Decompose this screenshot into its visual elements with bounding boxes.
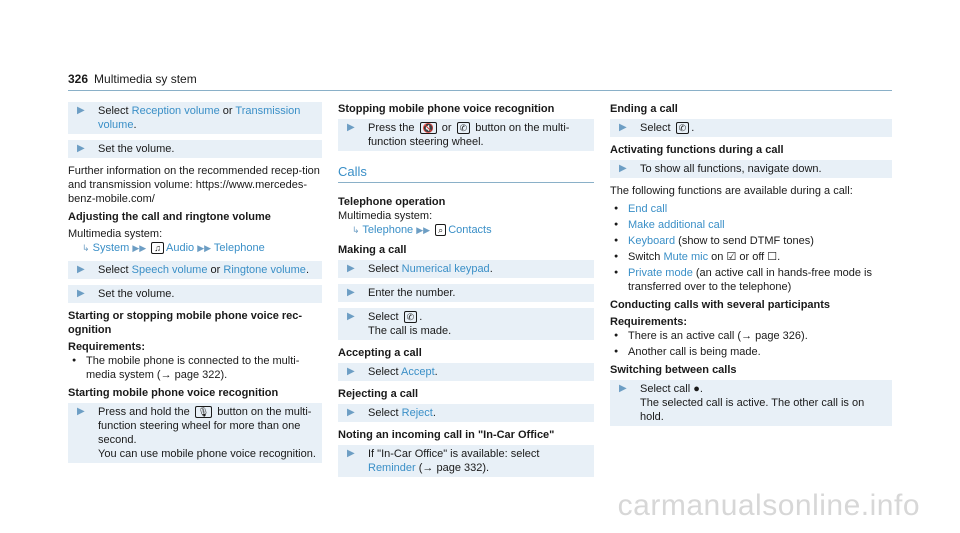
step: ▶ To show all functions, navigate down. xyxy=(610,160,892,178)
heading: Telephone operation xyxy=(338,196,446,208)
link-ringtone-volume[interactable]: Ringtone volume xyxy=(223,264,306,276)
link-end-call[interactable]: End call xyxy=(628,203,668,215)
step: ▶ Enter the number. xyxy=(338,284,594,302)
heading: Stopping mobile phone voice recognition xyxy=(338,103,555,115)
end-call-icon: ✆ xyxy=(676,122,690,134)
step-arrow-icon: ▶ xyxy=(619,122,627,133)
list-item xyxy=(610,202,892,216)
step-arrow-icon: ▶ xyxy=(619,163,627,174)
section-title: Calls xyxy=(338,165,594,183)
audio-icon: ♫ xyxy=(151,242,164,254)
path-telephone[interactable]: Telephone xyxy=(362,224,414,236)
chevron-icon: ▶▶ xyxy=(197,243,212,253)
step: ▶ Select Numerical keypad. xyxy=(338,260,594,278)
list-item xyxy=(610,218,892,232)
link-reminder[interactable]: Reminder xyxy=(368,462,416,474)
link-mute-mic[interactable]: Mute mic xyxy=(663,251,709,263)
link-numerical-keypad[interactable]: Numerical keypad xyxy=(401,263,490,275)
step-arrow-icon: ▶ xyxy=(347,407,355,418)
step: ▶ Select Speech volume or Ringtone volume. xyxy=(68,261,322,279)
watermark: carmanualsonline.info xyxy=(617,489,920,522)
header-rule xyxy=(68,90,892,91)
heading: Activating functions during a call xyxy=(610,144,784,156)
list-item: ● Private mode (an active call in hands-free mode is transferred over to the telephone) xyxy=(610,266,892,294)
heading: Making a call xyxy=(338,244,407,256)
step-arrow-icon: ▶ xyxy=(347,311,355,322)
step: ▶ Select Reject. xyxy=(338,404,594,422)
paragraph: Further information on the recommended recep-tion and transmission volume: https://www.mercedes-benz-mobile.com/ xyxy=(68,165,320,205)
menu-path xyxy=(68,241,322,255)
column-2 xyxy=(338,102,594,483)
heading: Ending a call xyxy=(610,103,678,115)
hang-up-button-icon: ✆ xyxy=(457,122,471,134)
step: ▶ Press and hold the 🎙 button on the multi-function steering wheel for more than one second. You can use mobile phone voice recognition. xyxy=(68,403,322,463)
voice-button-icon: 🎙 xyxy=(195,406,212,418)
path-contacts[interactable]: Contacts xyxy=(448,224,492,236)
link-keyboard[interactable]: Keyboard xyxy=(628,235,676,247)
list-item: ● There is an active call (→ page 326). xyxy=(610,329,892,343)
step: ▶ Set the volume. xyxy=(68,285,322,303)
link-reject[interactable]: Reject xyxy=(401,407,433,419)
page-header xyxy=(68,72,197,86)
heading: Starting or stopping mobile phone voice rec-ognition xyxy=(68,310,303,336)
menu-path xyxy=(338,223,594,237)
link-transmission-volume[interactable]: Transmission volume xyxy=(98,105,301,131)
list-item: ● Keyboard (show to send DTMF tones) xyxy=(610,234,892,248)
paragraph: The following functions are available during a call: xyxy=(610,185,853,197)
search-icon: ⌕ xyxy=(435,224,446,236)
step: ▶ Select Reception volume or Transmission volume. xyxy=(68,102,322,134)
step: ▶ Select ✆ . The call is made. xyxy=(338,308,594,340)
link-speech-volume[interactable]: Speech volume xyxy=(131,264,208,276)
path-audio[interactable]: Audio xyxy=(166,242,195,254)
requirements-list xyxy=(610,329,892,359)
step-arrow-icon: ▶ xyxy=(347,287,355,298)
header-title: Multimedia sy stem xyxy=(94,72,197,86)
step: ▶ Select ✆ . xyxy=(610,119,892,137)
requirements-label: Requirements: xyxy=(610,316,688,328)
step-arrow-icon: ▶ xyxy=(77,264,85,275)
chevron-icon: ▶▶ xyxy=(416,225,431,235)
path-telephone[interactable]: Telephone xyxy=(213,242,265,254)
list-item: ● Another call is being made. xyxy=(610,345,892,359)
step-arrow-icon: ▶ xyxy=(77,288,85,299)
heading: Starting mobile phone voice recognition xyxy=(68,387,279,399)
heading: Noting an incoming call in "In-Car Office" xyxy=(338,429,555,441)
requirements-list xyxy=(68,354,322,382)
column-3 xyxy=(610,102,892,432)
link-reception-volume[interactable]: Reception volume xyxy=(131,105,220,117)
heading: Conducting calls with several participants xyxy=(610,299,831,311)
path-system[interactable]: System xyxy=(92,242,130,254)
step: ▶ Select call ●. The selected call is active. The other call is on hold. xyxy=(610,380,892,426)
heading: Accepting a call xyxy=(338,347,422,359)
requirements-label: Requirements: xyxy=(68,341,146,353)
step-arrow-icon: ▶ xyxy=(347,366,355,377)
step-arrow-icon: ▶ xyxy=(347,122,355,133)
mute-button-icon: 🔇 xyxy=(420,122,437,134)
step-arrow-icon: ▶ xyxy=(347,448,355,459)
step-arrow-icon: ▶ xyxy=(77,143,85,154)
heading: Adjusting the call and ringtone volume xyxy=(68,211,271,223)
link-accept[interactable]: Accept xyxy=(401,366,435,378)
step-arrow-icon: ▶ xyxy=(77,406,85,417)
column-1 xyxy=(68,102,322,469)
call-icon: ✆ xyxy=(404,311,418,323)
menu-arrow-icon: ↳ xyxy=(82,243,90,253)
menu-label: Multimedia system: xyxy=(68,228,163,240)
page-number: 326 xyxy=(68,72,89,86)
menu-arrow-icon: ↳ xyxy=(352,225,360,235)
functions-list xyxy=(610,202,892,294)
step: ▶ Set the volume. xyxy=(68,140,322,158)
step: ▶ Select Accept. xyxy=(338,363,594,381)
list-item: ● The mobile phone is connected to the multi-media system (→ page 322). xyxy=(68,354,322,382)
heading: Switching between calls xyxy=(610,364,737,376)
step-arrow-icon: ▶ xyxy=(77,105,85,116)
list-item: ● Switch Mute mic on ☑ or off ☐. xyxy=(610,250,892,264)
step: ▶ Press the 🔇 or ✆ button on the multi-function steering wheel. xyxy=(338,119,594,151)
chevron-icon: ▶▶ xyxy=(132,243,147,253)
heading: Rejecting a call xyxy=(338,388,419,400)
step-arrow-icon: ▶ xyxy=(347,263,355,274)
link-make-additional-call[interactable]: Make additional call xyxy=(628,219,725,231)
step: ▶ If "In-Car Office" is available: select Reminder (→ page 332). xyxy=(338,445,594,477)
link-private-mode[interactable]: Private mode xyxy=(628,267,693,279)
menu-label: Multimedia system: xyxy=(338,210,433,222)
step-arrow-icon: ▶ xyxy=(619,383,627,394)
